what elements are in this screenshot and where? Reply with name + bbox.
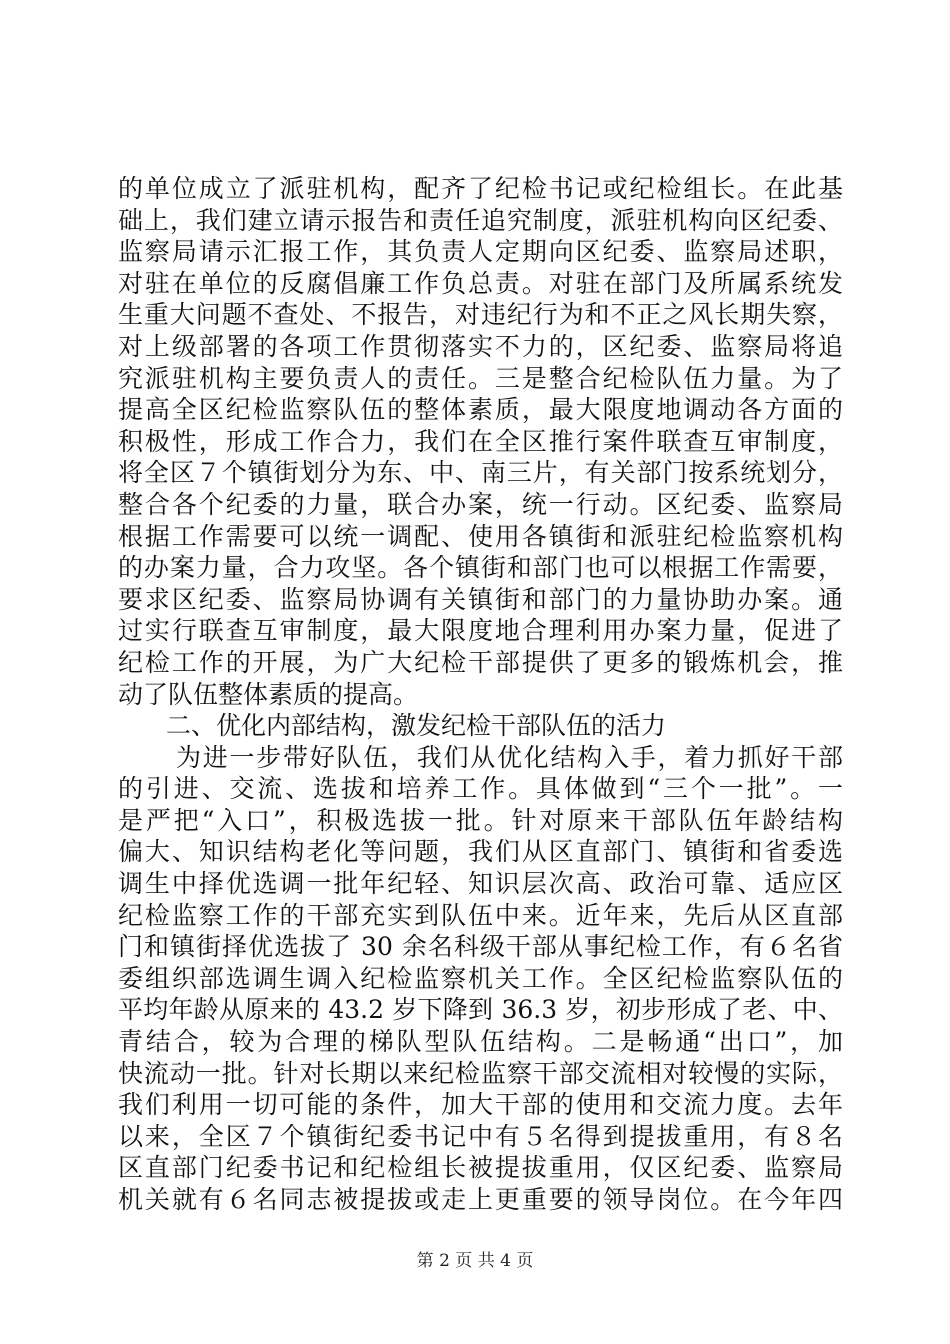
text-line: 机关就有６名同志被提拔或走上更重要的领导岗位。在今年四 [118,1185,843,1214]
text-line: 我们利用一切可能的条件，加大干部的使用和交流力度。去年 [118,1090,843,1120]
text-line: 监察局请示汇报工作，其负责人定期向区纪委、监察局述职， [118,237,843,267]
text-line: 的引进、交流、选拔和培养工作。具体做到“三个一批”。一 [118,774,843,804]
text-line: 区直部门纪委书记和纪检组长被提拔重用，仅区纪委、监察局 [118,1153,843,1183]
text-line: 纪检工作的开展，为广大纪检干部提供了更多的锻炼机会，推 [118,647,843,677]
text-line: 的单位成立了派驻机构，配齐了纪检书记或纪检组长。在此基 [118,174,843,203]
text-line: 将全区７个镇街划分为东、中、南三片，有关部门按系统划分， [118,458,843,488]
text-line: 调生中择优选调一批年纪轻、知识层次高、政治可靠、适应区 [118,869,843,899]
body-text [118,173,843,1216]
text-line: 础上，我们建立请示报告和责任追究制度，派驻机构向区纪委、 [118,205,843,235]
text-line: 委组织部选调生调入纪检监察机关工作。全区纪检监察队伍的 [118,963,843,993]
text-line: 是严把“入口”，积极选拔一批。针对原来干部队伍年龄结构 [118,805,843,835]
text-line: 究派驻机构主要负责人的责任。三是整合纪检队伍力量。为了 [118,363,843,393]
text-line: 整合各个纪委的力量，联合办案，统一行动。区纪委、监察局 [118,489,843,519]
paragraph-1 [118,173,843,710]
text-line: 对上级部署的各项工作贯彻落实不力的，区纪委、监察局将追 [118,331,843,361]
page-number-footer: 第 2 页 共 4 页 [416,1251,534,1271]
text-line: 要求区纪委、监察局协调有关镇街和部门的力量协助办案。通 [118,584,843,614]
text-line: 动了队伍整体素质的提高。 [118,679,419,709]
text-line: 青结合，较为合理的梯队型队伍结构。二是畅通“出口”，加 [118,1027,843,1057]
text-line: 门和镇街择优选拔了 30 余名科级干部从事纪检工作，有６名省 [118,932,843,962]
text-line: 纪检监察工作的干部充实到队伍中来。近年来，先后从区直部 [118,900,843,930]
text-line: 为进一步带好队伍，我们从优化结构入手，着力抓好干部 [176,742,843,772]
text-line: 的办案力量，合力攻坚。各个镇街和部门也可以根据工作需要， [118,553,843,583]
section-heading: 二、优化内部结构，激发纪检干部队伍的活力 [166,711,667,741]
text-line: 提高全区纪检监察队伍的整体素质，最大限度地调动各方面的 [118,395,843,425]
text-line: 平均年龄从原来的 43.2 岁下降到 36.3 岁，初步形成了老、中、 [118,995,843,1025]
paragraph-2 [118,742,843,1216]
text-line: 快流动一批。针对长期以来纪检监察干部交流相对较慢的实际， [118,1058,843,1088]
text-line: 根据工作需要可以统一调配、使用各镇街和派驻纪检监察机构 [118,521,843,551]
text-line: 生重大问题不查处、不报告，对违纪行为和不正之风长期失察， [118,300,843,330]
text-line: 以来，全区７个镇街纪委书记中有５名得到提拔重用，有８名 [118,1121,843,1151]
text-line: 积极性，形成工作合力，我们在全区推行案件联查互审制度， [118,426,843,456]
text-line: 对驻在单位的反腐倡廉工作负总责。对驻在部门及所属系统发 [118,268,843,298]
text-line: 过实行联查互审制度，最大限度地合理利用办案力量，促进了 [118,616,843,646]
text-line: 偏大、知识结构老化等问题，我们从区直部门、镇街和省委选 [118,837,843,867]
section-heading-block [118,710,843,742]
